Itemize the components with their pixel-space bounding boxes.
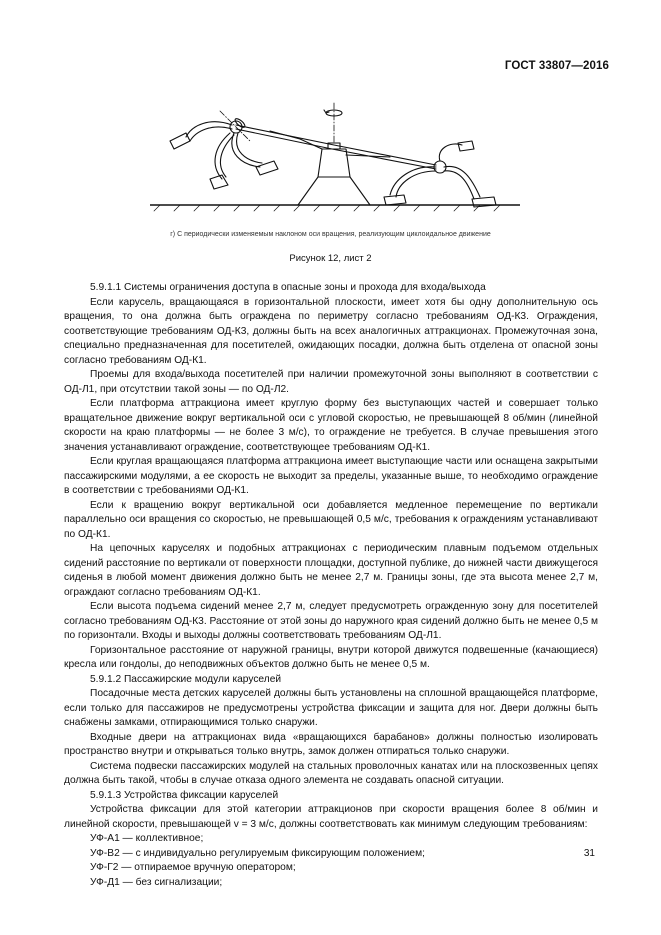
paragraph: Если платформа аттракциона имеет круглую форму без выступающих частей и совершает только вращательное движение вокруг вертикальной оси с угловой скоростью, не превышающей 8 об/мин (линейной скорости на краю платформы — не более 3 м/с), то ограждение не требуется. В случае превышения этого значения устанавливают ограждение, соответствующее требованиям ОД-К1. <box>64 398 598 453</box>
section-heading: 5.9.1.3 Устройства фиксации каруселей <box>90 789 279 801</box>
paragraph: Система подвески пассажирских модулей на стальных проволочных канатах или на плоскозвенных цепях должна быть такой, чтобы в случае отказа одного элемента не создавать опасной ситуации. <box>64 760 598 786</box>
figure-subcaption: г) С периодически изменяемым наклоном оси вращения, реализующим циклоидальное движение <box>170 231 491 238</box>
section-heading: 5.9.1.2 Пассажирские модули каруселей <box>90 673 282 685</box>
paragraph: На цепочных каруселях и подобных аттракционах с периодическим плавным подъемом отдельных сидений расстояние по вертикали от поверхности площадки, доступной публике, до нижней части движущегося сиденья в любой момент движения должно быть не менее 2,7 м. Границы зоны, где эта высота менее 2,7 м, ограждают согласно требованиям ОД-К1. <box>64 543 598 598</box>
page-number: 31 <box>583 848 595 859</box>
list-item: УФ-В2 — с индивидуально регулируемым фиксирующим положением; <box>90 847 425 859</box>
figure-caption: Рисунок 12, лист 2 <box>289 253 372 264</box>
carousel-cycloid-figure <box>150 95 520 220</box>
paragraph: Если высота подъема сидений менее 2,7 м, следует предусмотреть огражденную зону для посетителей согласно требованиям ОД-К3. Расстояние от этой зоны до наружного края сидений должно быть не менее 0,5 м по горизонтали. Входы и выходы должны соответствовать требованиям ОД-Л1. <box>64 601 598 641</box>
paragraph: Если к вращению вокруг вертикальной оси добавляется медленное перемещение по вертикали параллельно оси вращения со скоростью, не превышающей 0,5 м/с, требования к ограждениям устанавливают по ОД-К1. <box>64 499 598 540</box>
section-heading: 5.9.1.1 Системы ограничения доступа в опасные зоны и прохода для входа/выхода <box>90 282 486 293</box>
paragraph: Проемы для входа/выхода посетителей при наличии промежуточной зоны выполняют в соответствии с ОД-Л1, при отсутствии такой зоны — по ОД-Л2. <box>64 369 598 395</box>
list-item: УФ-Д1 — без сигнализации; <box>90 876 223 888</box>
paragraph: Горизонтальное расстояние от наружной границы, внутри которой движутся подвешенные (качающиеся) кресла или гондолы, до неподвижных объектов должно быть не менее 0,5 м. <box>64 644 598 670</box>
paragraph: Посадочные места детских каруселей должны быть установлены на сплошной вращающейся платформе, если только для пассажиров не предусмотрены устройства фиксации и защита для ног. Двери должны быть снабжены замками, отпирающимися только снаружи. <box>64 688 598 728</box>
paragraph: Устройства фиксации для этой категории аттракционов при скорости вращения более 8 об/мин и линейной скорости, превышающей v = 3 м/с, должны соответствовать как минимум следующим требованиям: <box>64 804 598 830</box>
body-text <box>64 281 598 890</box>
paragraph: Если круглая вращающаяся платформа аттракциона имеет выступающие части или оснащена закрытыми пассажирскими модулями, а ее скорость не выходит за пределы, указанные выше, то необходимо ограждение в соответствии с требованиями ОД-К1. <box>64 456 598 496</box>
list-item: УФ-Г2 — отпираемое вручную оператором; <box>90 862 296 873</box>
list-item: УФ-А1 — коллективное; <box>90 833 204 844</box>
paragraph: Если карусель, вращающаяся в горизонтальной плоскости, имеет хотя бы одну дополнительную ось вращения, то она должна быть ограждена по периметру согласно требованиям ОД-К3. Ограждения, соответствующие требованиям ОД-К3, должны быть на всех аналогичных аттракционах. Промежуточная зона, специально предназначенная для посетителей, ожидающих посадки, должна быть отделена от опасной зоны согласно требованиям ОД-К1. <box>64 296 598 366</box>
document-code: ГОСТ 33807—2016 <box>504 60 609 72</box>
paragraph: Входные двери на аттракционах вида «вращающихся барабанов» должны полностью изолировать пространство внутри и открываться только внутрь, замок должен отпираться только снаружи. <box>64 731 598 757</box>
